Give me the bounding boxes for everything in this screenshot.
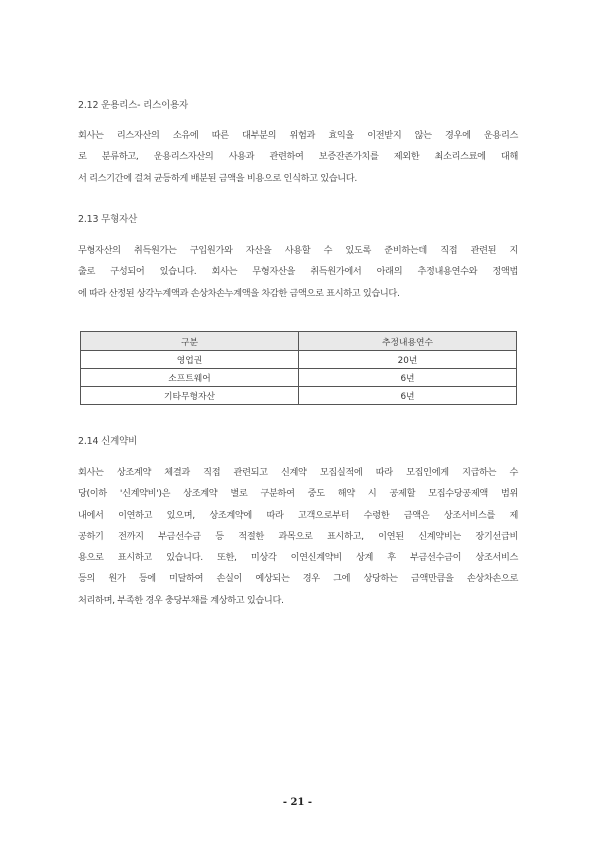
section-2-13-paragraph [78, 240, 518, 304]
paragraph-line: 당(이하 '신계약비')은 상조계약 별로 구분하여 중도 해약 시 공제할 모집수당공제액 범위 [78, 488, 518, 500]
header-useful-life: 추정내용연수 [299, 332, 517, 351]
paragraph-line: 서 리스기간에 걸쳐 균등하게 배분된 금액을 비용으로 인식하고 있습니다. [78, 172, 357, 184]
table-row [81, 387, 517, 405]
section-2-13-heading: 2.13 무형자산 [78, 214, 138, 225]
table-header-row [81, 332, 517, 351]
cell-category: 소프트웨어 [81, 369, 299, 387]
paragraph-line: 회사는 상조계약 체결과 직접 관련되고 신계약 모집실적에 따라 모집인에게 지급하는 수 [78, 467, 518, 478]
cell-useful-life: 20년 [299, 351, 517, 369]
section-2-14-paragraph [78, 462, 518, 611]
paragraph-line: 로 분류하고, 운용리스자산의 사용과 관련하여 보증잔존가치를 제외한 최소리스료에 대해 [78, 151, 518, 163]
paragraph-line: 회사는 리스자산의 소유에 따른 대부분의 위험과 효익을 이전받지 않는 경우에 운용리스 [78, 130, 518, 141]
section-2-14-heading: 2.14 신계약비 [78, 436, 138, 447]
table-row [81, 351, 517, 369]
table-row [81, 369, 517, 387]
header-category: 구분 [81, 332, 299, 351]
paragraph-line: 등의 원가 등에 미달하여 손실이 예상되는 경우 그에 상당하는 금액만큼을 손상차손으로 [78, 573, 518, 585]
paragraph-line: 용으로 표시하고 있습니다. 또한, 미상각 이연신계약비 상계 후 부금선수금이 상조서비스 [78, 552, 518, 564]
paragraph-line: 처리하며, 부족한 경우 충당부채를 계상하고 있습니다. [78, 594, 284, 606]
cell-useful-life: 6년 [299, 387, 517, 405]
cell-category: 기타무형자산 [81, 387, 299, 405]
section-2-12-heading: 2.12 운용리스- 리스이용자 [78, 100, 189, 111]
cell-category: 영업권 [81, 351, 299, 369]
intangible-asset-useful-life-table [80, 331, 517, 405]
cell-useful-life: 6년 [299, 369, 517, 387]
paragraph-line: 내에서 이연하고 있으며, 상조계약에 따라 고객으로부터 수령한 금액은 상조서비스를 제 [78, 509, 518, 521]
paragraph-line: 공하기 전까지 부금선수금 등 적절한 과목으로 표시하고, 이연된 신계약비는 장기선급비 [78, 530, 518, 542]
paragraph-line: 에 따라 산정된 상각누계액과 손상차손누계액을 차감한 금액으로 표시하고 있습니다. [78, 287, 400, 299]
paragraph-line: 출로 구성되어 있습니다. 회사는 무형자산을 취득원가에서 아래의 추정내용연수와 정액법 [78, 266, 518, 278]
page-number: - 21 - [282, 797, 313, 808]
paragraph-line: 무형자산의 취득원가는 구입원가와 자산을 사용할 수 있도록 준비하는데 직접 관련된 지 [78, 245, 518, 256]
section-2-12-paragraph [78, 125, 518, 189]
